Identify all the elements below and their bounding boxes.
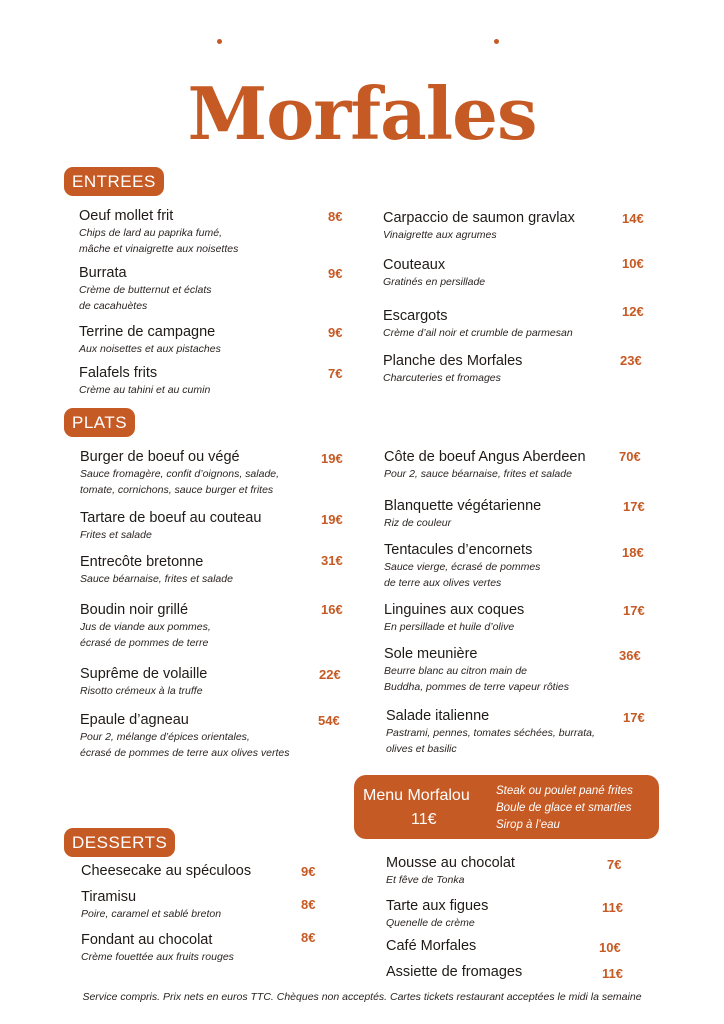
item-desc: olives et basilic xyxy=(386,743,457,755)
item-price: 9€ xyxy=(328,325,343,340)
item-desc: Crème d’ail noir et crumble de parmesan xyxy=(383,327,573,339)
item-name: Burrata xyxy=(79,265,127,281)
menu-item xyxy=(383,257,485,290)
menu-item xyxy=(80,510,261,543)
kids-menu-title: Menu Morfalou xyxy=(363,787,470,804)
item-desc: tomate, cornichons, sauce burger et frites xyxy=(80,484,274,496)
item-desc: Chips de lard au paprika fumé, xyxy=(79,227,222,239)
item-name: Côte de boeuf Angus Aberdeen xyxy=(384,449,586,465)
menu-item xyxy=(384,449,586,482)
item-price: 11€ xyxy=(602,900,623,915)
menu-item xyxy=(81,889,221,922)
item-price: 7€ xyxy=(328,366,343,381)
menu-item xyxy=(80,602,211,651)
decor-dot-left xyxy=(217,39,222,44)
item-price: 11€ xyxy=(602,966,623,981)
menu-item xyxy=(386,855,515,888)
item-price: 16€ xyxy=(321,602,343,617)
item-name: Assiette de fromages xyxy=(386,964,523,980)
item-price: 31€ xyxy=(321,553,343,568)
item-price: 36€ xyxy=(619,648,641,663)
item-name: Tartare de boeuf au couteau xyxy=(80,510,262,526)
menu-item xyxy=(79,265,212,314)
item-name: Planche des Morfales xyxy=(383,353,523,369)
kids-menu-line: Boule de glace et smarties xyxy=(496,802,632,814)
menu-item xyxy=(383,308,573,341)
item-desc: écrasé de pommes de terre aux olives vertes xyxy=(80,747,290,759)
item-price: 23€ xyxy=(620,353,642,368)
item-desc: Buddha, pommes de terre vapeur rôties xyxy=(384,681,570,693)
item-name: Terrine de campagne xyxy=(79,324,216,340)
item-price: 70€ xyxy=(619,449,641,464)
item-desc: Pastrami, pennes, tomates séchées, burrata, xyxy=(386,727,595,739)
menu-item xyxy=(384,542,540,591)
item-name: Falafels frits xyxy=(79,365,158,381)
item-desc: En persillade et huile d’olive xyxy=(384,621,515,633)
section-tag-plats: PLATS xyxy=(64,408,135,437)
item-desc: Pour 2, sauce béarnaise, frites et salade xyxy=(384,468,572,480)
item-name: Escargots xyxy=(383,308,448,324)
footer-note: Service compris. Prix nets en euros TTC. Chèques non acceptés. Cartes tickets restaurant acceptées le midi la semaine xyxy=(82,991,642,1003)
restaurant-logo: Morfales xyxy=(187,71,537,156)
item-name: Couteaux xyxy=(383,257,446,273)
item-desc: Vinaigrette aux agrumes xyxy=(383,229,497,241)
kids-menu-line: Steak ou poulet pané frites xyxy=(496,785,633,797)
item-price: 7€ xyxy=(607,857,622,872)
menu-item xyxy=(80,712,290,761)
item-name: Suprême de volaille xyxy=(80,666,208,682)
item-name: Epaule d’agneau xyxy=(80,712,189,728)
item-price: 10€ xyxy=(599,940,621,955)
item-desc: Crème de butternut et éclats xyxy=(79,284,212,296)
item-name: Oeuf mollet frit xyxy=(79,208,174,224)
item-desc: de cacahuètes xyxy=(79,300,148,312)
item-price: 8€ xyxy=(301,897,316,912)
item-desc: écrasé de pommes de terre xyxy=(80,637,209,649)
item-price: 19€ xyxy=(321,512,343,527)
item-name: Mousse au chocolat xyxy=(386,855,515,871)
item-name: Boudin noir grillé xyxy=(80,602,189,618)
item-desc: Beurre blanc au citron main de xyxy=(384,665,527,677)
menu-item xyxy=(384,602,524,635)
item-price: 12€ xyxy=(622,304,644,319)
menu-item xyxy=(386,964,522,981)
item-price: 8€ xyxy=(328,209,343,224)
item-desc: Riz de couleur xyxy=(384,517,452,529)
item-price: 14€ xyxy=(622,211,644,226)
item-desc: Jus de viande aux pommes, xyxy=(80,621,211,633)
decor-dot-right xyxy=(494,39,499,44)
item-desc: Frites et salade xyxy=(80,529,152,541)
item-desc: Risotto crémeux à la truffe xyxy=(80,685,203,697)
item-price: 9€ xyxy=(301,864,316,879)
menu-item xyxy=(79,324,221,357)
section-tag-desserts: DESSERTS xyxy=(64,828,175,857)
item-name: Tarte aux figues xyxy=(386,898,489,914)
item-name: Fondant au chocolat xyxy=(81,932,213,948)
item-desc: Poire, caramel et sablé breton xyxy=(81,908,222,920)
menu-item xyxy=(383,353,522,386)
item-price: 10€ xyxy=(622,256,644,271)
menu-item xyxy=(79,208,238,257)
menu-item xyxy=(386,898,488,931)
item-desc: Pour 2, mélange d’épices orientales, xyxy=(80,731,250,743)
item-price: 22€ xyxy=(319,667,341,682)
item-name: Cheesecake au spéculoos xyxy=(81,863,252,879)
section-tag-entrees: ENTREES xyxy=(64,167,164,196)
menu-item xyxy=(386,708,595,757)
item-price: 18€ xyxy=(622,545,644,560)
menu-item xyxy=(80,666,207,699)
item-name: Sole meunière xyxy=(384,646,478,662)
item-desc: de terre aux olives vertes xyxy=(384,577,502,589)
item-price: 9€ xyxy=(328,266,343,281)
menu-item xyxy=(80,449,279,498)
item-name: Carpaccio de saumon gravlax xyxy=(383,210,575,226)
item-name: Entrecôte bretonne xyxy=(80,554,204,570)
item-desc: Sauce béarnaise, frites et salade xyxy=(80,573,233,585)
item-name: Tiramisu xyxy=(81,889,137,905)
menu-item xyxy=(80,554,233,587)
kids-menu-line: Sirop à l’eau xyxy=(496,819,560,831)
item-desc: mâche et vinaigrette aux noisettes xyxy=(79,243,239,255)
item-name: Burger de boeuf ou végé xyxy=(80,449,240,465)
menu-item xyxy=(79,365,210,398)
item-price: 17€ xyxy=(623,603,645,618)
item-price: 54€ xyxy=(318,713,340,728)
item-desc: Quenelle de crème xyxy=(386,917,475,929)
menu-item xyxy=(386,938,476,955)
item-desc: Sauce vierge, écrasé de pommes xyxy=(384,561,541,573)
item-price: 17€ xyxy=(623,499,645,514)
menu-item xyxy=(81,863,251,880)
item-name: Blanquette végétarienne xyxy=(384,498,542,514)
item-desc: Charcuteries et fromages xyxy=(383,372,501,384)
item-name: Café Morfales xyxy=(386,938,477,954)
menu-item xyxy=(383,210,575,243)
kids-menu-box xyxy=(354,775,659,839)
item-desc: Et fêve de Tonka xyxy=(386,874,465,886)
item-price: 17€ xyxy=(623,710,645,725)
menu-item xyxy=(384,498,541,531)
item-desc: Crème au tahini et au cumin xyxy=(79,384,211,396)
menu-item xyxy=(81,932,234,965)
item-desc: Sauce fromagère, confit d’oignons, salade, xyxy=(80,468,280,480)
kids-menu-price: 11€ xyxy=(411,811,437,828)
item-name: Salade italienne xyxy=(386,708,490,724)
menu-item xyxy=(384,646,569,695)
item-desc: Aux noisettes et aux pistaches xyxy=(79,343,221,355)
item-desc: Gratinés en persillade xyxy=(383,276,486,288)
item-price: 19€ xyxy=(321,451,343,466)
item-price: 8€ xyxy=(301,930,316,945)
item-desc: Crème fouettée aux fruits rouges xyxy=(81,951,234,963)
item-name: Linguines aux coques xyxy=(384,602,525,618)
item-name: Tentacules d’encornets xyxy=(384,542,533,558)
